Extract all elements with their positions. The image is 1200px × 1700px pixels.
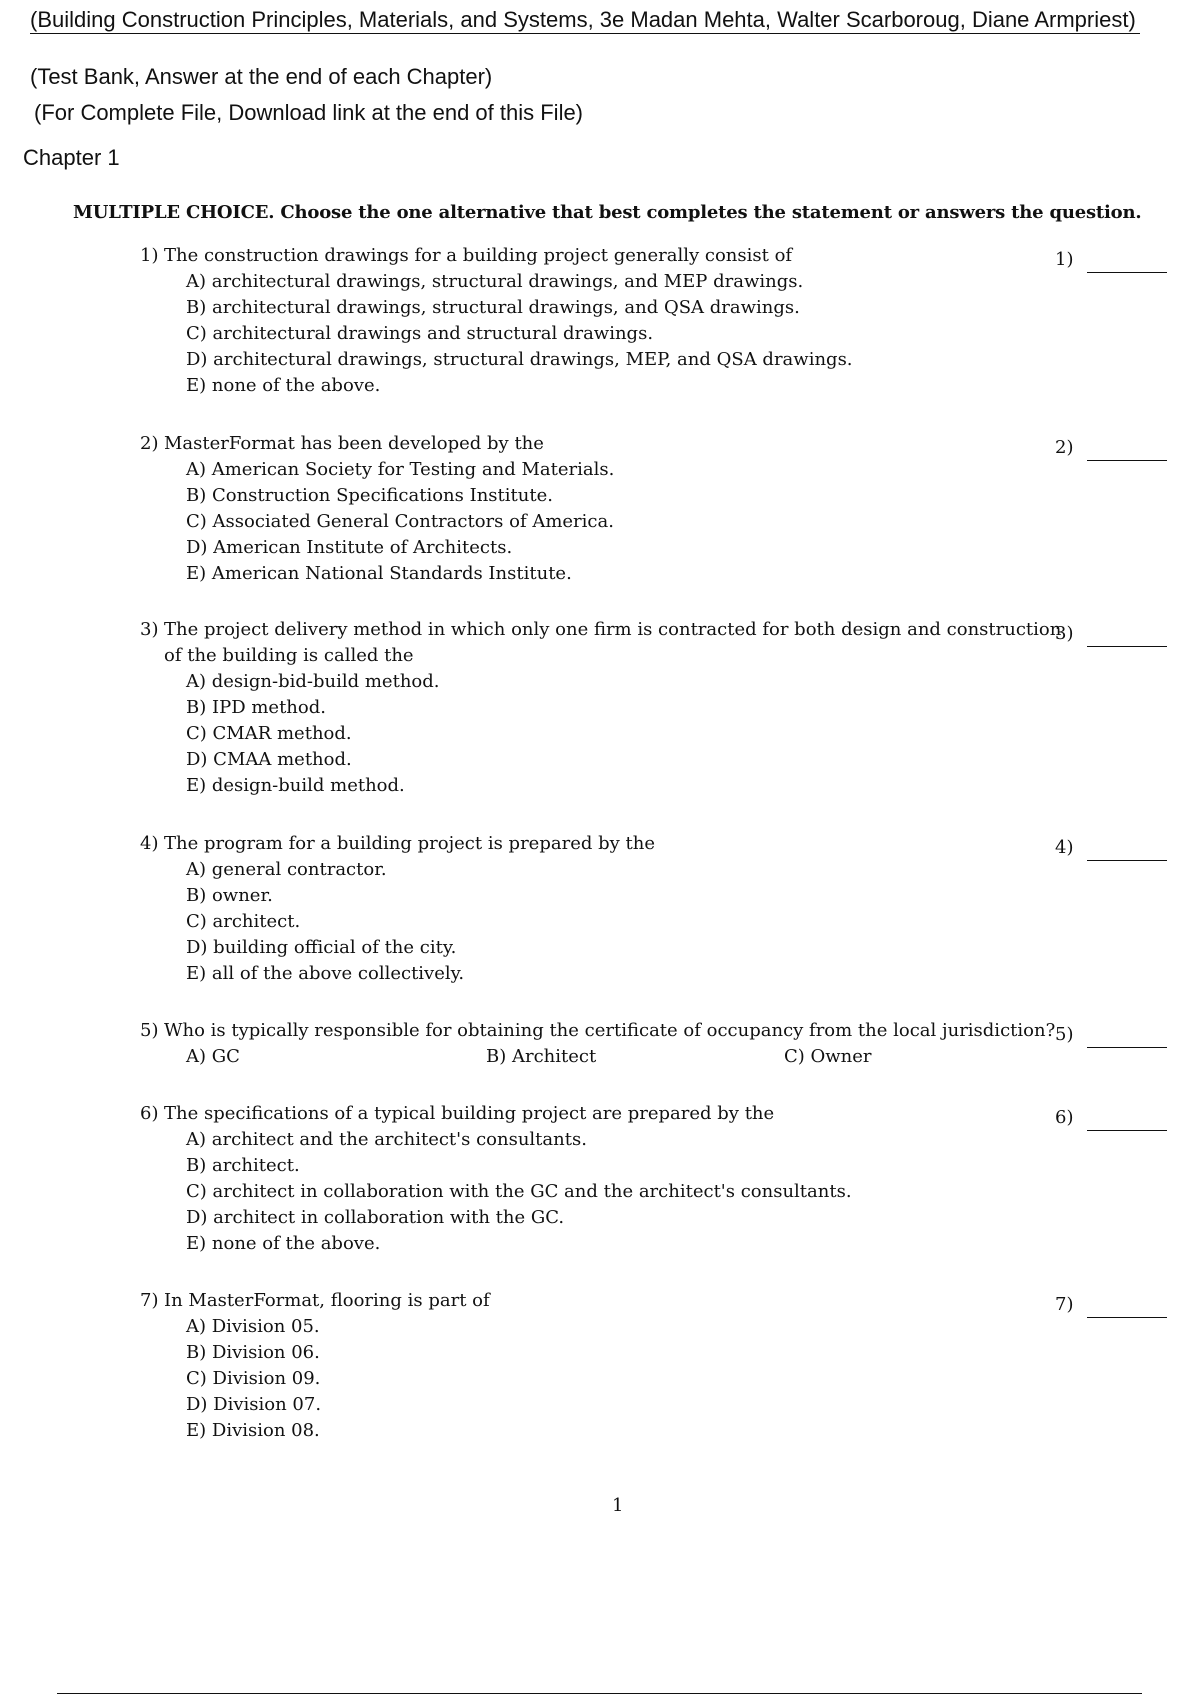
choice-c: C) Division 09. [186,1368,321,1389]
answer-blank[interactable] [1087,840,1167,861]
answer-blank[interactable] [1087,440,1167,461]
instructions: MULTIPLE CHOICE. Choose the one alternative that best completes the statement or answers the question. [73,202,1142,223]
choice-c: C) Owner [784,1046,872,1067]
question-number: 4) [140,833,159,854]
answer-blank[interactable] [1087,1110,1167,1131]
answer-blank[interactable] [1087,626,1167,647]
choice-b: B) Architect [486,1046,597,1067]
question-number: 6) [140,1103,159,1124]
answer-label: 3) [1055,623,1074,644]
choice-d: D) Division 07. [186,1394,322,1415]
choice-a: A) architectural drawings, structural drawings, and MEP drawings. [186,271,804,292]
question-stem: The specifications of a typical building project are prepared by the [164,1103,775,1124]
choice-c: C) architectural drawings and structural drawings. [186,323,654,344]
choice-b: B) architectural drawings, structural drawings, and QSA drawings. [186,297,800,318]
answer-blank[interactable] [1087,252,1167,273]
question-number: 3) [140,619,159,640]
choice-a: A) design-bid-build method. [186,671,440,692]
question-5 [140,1018,1170,1070]
page-number: 1 [612,1495,624,1516]
answer-slot-2 [1055,435,1167,461]
choice-c: C) architect in collaboration with the GC and the architect's consultants. [186,1181,852,1202]
choice-a: A) GC [186,1046,240,1067]
question-2 [140,431,1170,587]
question-number: 2) [140,433,159,454]
choice-a: A) Division 05. [186,1316,320,1337]
answer-label: 6) [1055,1107,1074,1128]
question-6 [140,1101,1170,1257]
choice-e: E) design-build method. [186,775,405,796]
question-stem: In MasterFormat, flooring is part of [164,1290,490,1311]
answer-slot-7 [1055,1292,1167,1318]
choice-a: A) American Society for Testing and Materials. [186,459,615,480]
answer-label: 4) [1055,837,1074,858]
answer-blank[interactable] [1087,1027,1167,1048]
choice-d: D) building official of the city. [186,937,457,958]
chapter-heading: Chapter 1 [23,145,120,170]
choice-d: D) CMAA method. [186,749,352,770]
answer-slot-5 [1055,1022,1167,1048]
choice-e: E) all of the above collectively. [186,963,465,984]
choice-b: B) Construction Specifications Institute. [186,485,553,506]
answer-slot-3 [1055,621,1167,647]
footer-divider [57,1693,1142,1694]
question-stem: Who is typically responsible for obtaining the certificate of occupancy from the local jurisdiction? [164,1020,1056,1041]
choice-e: E) American National Standards Institute. [186,563,572,584]
choice-d: D) architectural drawings, structural drawings, MEP, and QSA drawings. [186,349,853,370]
question-number: 1) [140,245,159,266]
choice-c: C) architect. [186,911,301,932]
question-4 [140,831,1170,987]
question-1 [140,243,1170,399]
choice-b: B) architect. [186,1155,300,1176]
download-note: (For Complete File, Download link at the end of this File) [34,100,584,125]
document-title: (Building Construction Principles, Materials, and Systems, 3e Madan Mehta, Walter Scarboroug, Diane Armpriest) [30,8,1140,34]
question-number: 5) [140,1020,159,1041]
answer-label: 5) [1055,1024,1074,1045]
choice-a: A) architect and the architect's consultants. [186,1129,587,1150]
question-stem: The construction drawings for a building project generally consist of [164,245,793,266]
choice-c: C) Associated General Contractors of America. [186,511,614,532]
question-stem: MasterFormat has been developed by the [164,433,544,454]
choice-b: B) IPD method. [186,697,326,718]
choice-b: B) owner. [186,885,273,906]
choice-b: B) Division 06. [186,1342,320,1363]
answer-slot-6 [1055,1105,1167,1131]
choice-a: A) general contractor. [186,859,387,880]
choice-e: E) none of the above. [186,1233,381,1254]
choice-e: E) Division 08. [186,1420,320,1441]
answer-slot-1 [1055,247,1167,273]
answer-label: 1) [1055,249,1074,270]
choice-e: E) none of the above. [186,375,381,396]
question-stem: The project delivery method in which only one firm is contracted for both design and construction of the building is called the [164,619,1062,666]
choice-d: D) architect in collaboration with the GC. [186,1207,565,1228]
question-number: 7) [140,1290,159,1311]
answer-label: 7) [1055,1294,1074,1315]
answer-label: 2) [1055,437,1074,458]
answer-slot-4 [1055,835,1167,861]
choice-c: C) CMAR method. [186,723,352,744]
question-stem: The program for a building project is prepared by the [164,833,655,854]
question-3 [140,617,1170,799]
choice-d: D) American Institute of Architects. [186,537,513,558]
test-bank-note: (Test Bank, Answer at the end of each Chapter) [30,64,493,89]
question-7 [140,1288,1170,1444]
answer-blank[interactable] [1087,1297,1167,1318]
